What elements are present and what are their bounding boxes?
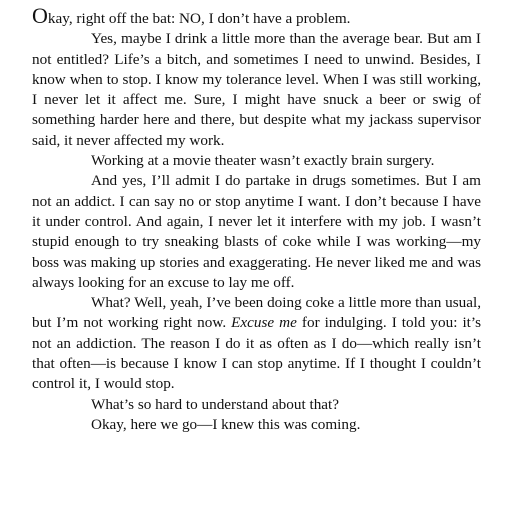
paragraph-closing: Okay, here we go—I knew this was coming. (91, 415, 361, 433)
drop-cap: O (32, 3, 48, 28)
document-page (32, 3, 482, 435)
paragraph-opening (32, 3, 481, 29)
paragraph-text: kay, right off the bat: NO, I don’t have a problem. (47, 10, 351, 27)
paragraph-drugs: And yes, I’ll admit I do partake in drugs sometimes. But I am not an addict. I can say no or stop anytime I want. I don’t because I have it under control. And again, I never let it interfere with my job. I wasn’t stupid enough to try sneaking blasts of coke while I was working—my boss was making up stories and exaggerating. He never liked me and was always looking for an excuse to lay me off. (32, 172, 481, 291)
paragraph-drinking: Yes, maybe I drink a little more than the average bear. But am I not entitled? Life’s a bitch, and sometimes I need to unwind. Besides, I know when to stop. I know my tolerance level. When I was still working, I never let it affect me. Sure, I might have snuck a beer or swig of something harder here and there, but despite what my jackass supervisor said, it never affected my work. (32, 30, 481, 149)
paragraph-text-after: for indulging. I told you: it’s not an addiction. The reason I do it as often as I do—which really isn’t that often—is because I know I can stop anytime. If I thought I couldn’t control it, I would stop. (32, 314, 482, 393)
paragraph-movie-theater: Working at a movie theater wasn’t exactly brain surgery. (91, 152, 435, 170)
paragraph-coke (32, 293, 481, 394)
paragraph-question: What’s so hard to understand about that? (91, 395, 339, 413)
emphasis-text: Excuse me (231, 314, 297, 332)
paragraph-text-before: What? Well, yeah, I’ve been doing coke a little more than usual, but I’m not working right now. (32, 294, 481, 332)
